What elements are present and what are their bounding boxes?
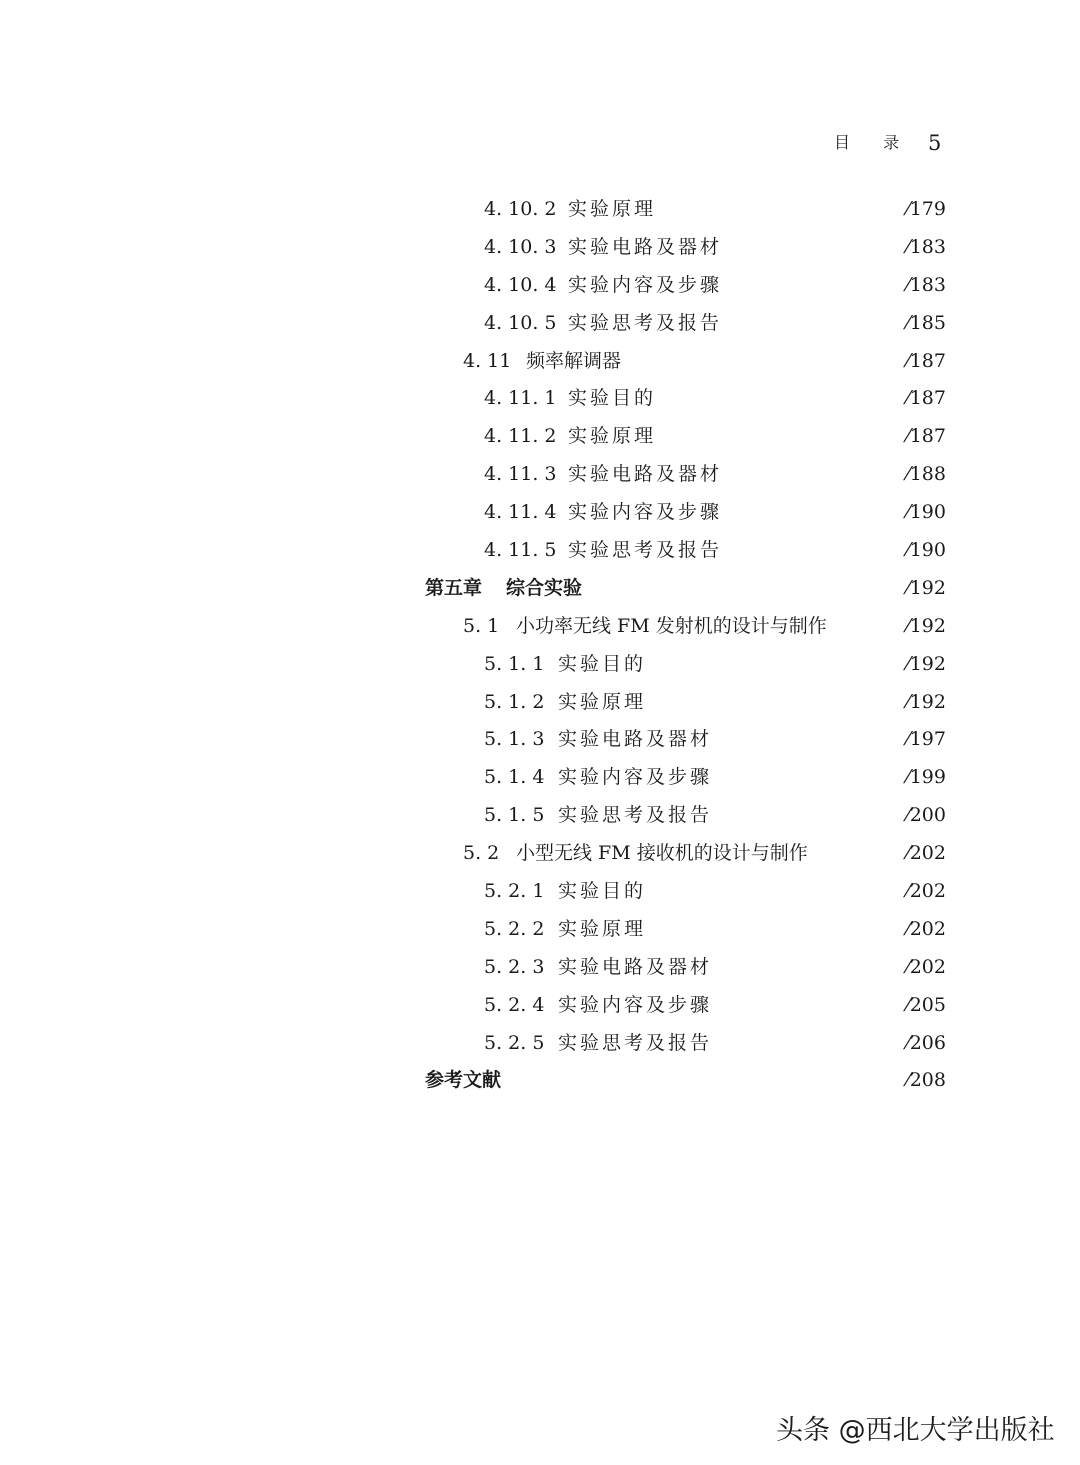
toc-entry — [0, 455, 1080, 493]
toc-entry — [0, 758, 1080, 796]
page-number: 5 — [928, 131, 942, 155]
toc-entry — [0, 986, 1080, 1024]
toc-entry-number: 5. 2. 3 — [484, 955, 545, 978]
toc-entry-title: 实验目的 — [568, 387, 657, 410]
toc-entry-number: 5. 1. 4 — [484, 766, 545, 789]
toc-entry-page: ⁄200 — [906, 804, 946, 827]
toc-entry-page: ⁄206 — [906, 1031, 946, 1054]
toc-entry-number: 5. 1 — [463, 614, 500, 637]
toc-entry-page: ⁄208 — [906, 1069, 946, 1092]
toc-entry-number: 4. 11. 4 — [484, 501, 557, 524]
toc-entry — [0, 531, 1080, 569]
toc-entry-title: 实验内容及步骤 — [558, 766, 713, 789]
toc-entry-number: 4. 11 — [463, 349, 512, 372]
toc-entry-title: 实验内容及步骤 — [558, 993, 713, 1016]
toc-entry-page: ⁄185 — [906, 311, 946, 334]
toc-entry-page: ⁄202 — [906, 842, 946, 865]
toc-entry — [0, 910, 1080, 948]
toc-entry-page: ⁄197 — [906, 728, 946, 751]
toc-entry — [0, 228, 1080, 266]
toc-entry — [0, 266, 1080, 304]
toc-entry-number: 4. 10. 2 — [484, 198, 557, 220]
toc-entry-number: 4. 11. 5 — [484, 539, 557, 562]
toc-entry-number: 5. 1. 1 — [484, 652, 545, 675]
toc-entry-title: 实验思考及报告 — [558, 1031, 713, 1054]
toc-entry-page: ⁄187 — [906, 425, 946, 448]
toc-entry-page: ⁄183 — [906, 273, 946, 296]
toc-entry-number: 5. 2. 1 — [484, 880, 545, 903]
toc-entry-number: 5. 2. 5 — [484, 1031, 545, 1054]
toc-entry — [0, 379, 1080, 417]
toc-entry-title: 实验思考及报告 — [568, 539, 723, 562]
table-of-contents — [0, 190, 1080, 1099]
toc-entry — [0, 872, 1080, 910]
toc-entry-title: 实验思考及报告 — [558, 804, 713, 827]
toc-entry — [0, 720, 1080, 758]
toc-entry-title: 实验内容及步骤 — [568, 501, 723, 524]
toc-entry-title: 综合实验 — [506, 576, 583, 599]
running-head: 目 录 — [834, 133, 914, 152]
toc-entry — [0, 834, 1080, 872]
toc-entry-page: ⁄202 — [906, 955, 946, 978]
toc-entry — [0, 607, 1080, 645]
toc-entry — [0, 342, 1080, 380]
toc-entry — [0, 645, 1080, 683]
toc-entry-number: 4. 11. 1 — [484, 387, 557, 410]
toc-entry-title: 实验原理 — [558, 917, 647, 940]
toc-entry-number: 4. 10. 4 — [484, 273, 557, 296]
toc-entry-title: 实验目的 — [558, 880, 647, 903]
toc-entry-title: 实验思考及报告 — [568, 311, 723, 334]
toc-entry-number: 4. 11. 3 — [484, 463, 557, 486]
toc-entry-page: ⁄190 — [906, 501, 946, 524]
toc-entry-title: 实验电路及器材 — [558, 955, 713, 978]
toc-entry-title: 实验原理 — [568, 198, 657, 220]
toc-entry-page: ⁄192 — [906, 690, 946, 713]
toc-entry-page: ⁄192 — [906, 652, 946, 675]
toc-entry-number: 5. 2. 4 — [484, 993, 545, 1016]
toc-entry-title: 实验目的 — [558, 652, 647, 675]
toc-entry-page: ⁄205 — [906, 993, 946, 1016]
toc-entry-page: ⁄199 — [906, 766, 946, 789]
toc-entry-page: ⁄183 — [906, 235, 946, 258]
toc-entry-number: 4. 10. 5 — [484, 311, 557, 334]
toc-entry — [0, 948, 1080, 986]
toc-entry-title: 频率解调器 — [526, 349, 622, 372]
toc-entry-title: 实验内容及步骤 — [568, 273, 723, 296]
toc-entry — [0, 417, 1080, 455]
toc-entry-number: 4. 11. 2 — [484, 425, 557, 448]
toc-entry-title: 实验电路及器材 — [558, 728, 713, 751]
toc-entry — [0, 683, 1080, 721]
toc-entry-number: 5. 1. 5 — [484, 804, 545, 827]
toc-entry-page: ⁄190 — [906, 539, 946, 562]
toc-entry — [0, 1061, 1080, 1099]
toc-entry — [0, 569, 1080, 607]
toc-entry-title: 实验原理 — [568, 425, 657, 448]
toc-entry-title: 小型无线 FM 接收机的设计与制作 — [516, 842, 808, 865]
toc-entry-title: 实验电路及器材 — [568, 463, 723, 486]
toc-entry-number: 5. 2 — [463, 842, 500, 865]
toc-entry-page: ⁄192 — [906, 614, 946, 637]
toc-entry-page: ⁄188 — [906, 463, 946, 486]
toc-entry-page: ⁄179 — [906, 198, 946, 220]
toc-entry — [0, 1024, 1080, 1062]
toc-entry-title: 参考文献 — [425, 1069, 502, 1092]
toc-entry — [0, 190, 1080, 228]
toc-entry — [0, 304, 1080, 342]
toc-entry-number: 第五章 — [425, 576, 483, 599]
toc-entry — [0, 493, 1080, 531]
toc-entry-number: 5. 1. 2 — [484, 690, 545, 713]
toc-entry-page: ⁄187 — [906, 349, 946, 372]
toc-entry-title: 小功率无线 FM 发射机的设计与制作 — [516, 614, 827, 637]
toc-entry-number: 5. 1. 3 — [484, 728, 545, 751]
toc-entry-page: ⁄192 — [906, 576, 946, 599]
watermark-text: 头条 @西北大学出版社 — [776, 1415, 1055, 1446]
toc-entry-page: ⁄187 — [906, 387, 946, 410]
toc-entry-page: ⁄202 — [906, 917, 946, 940]
toc-entry-number: 4. 10. 3 — [484, 235, 557, 258]
toc-entry-title: 实验原理 — [558, 690, 647, 713]
toc-entry-title: 实验电路及器材 — [568, 235, 723, 258]
toc-entry — [0, 796, 1080, 834]
toc-entry-number: 5. 2. 2 — [484, 917, 545, 940]
toc-entry-page: ⁄202 — [906, 880, 946, 903]
